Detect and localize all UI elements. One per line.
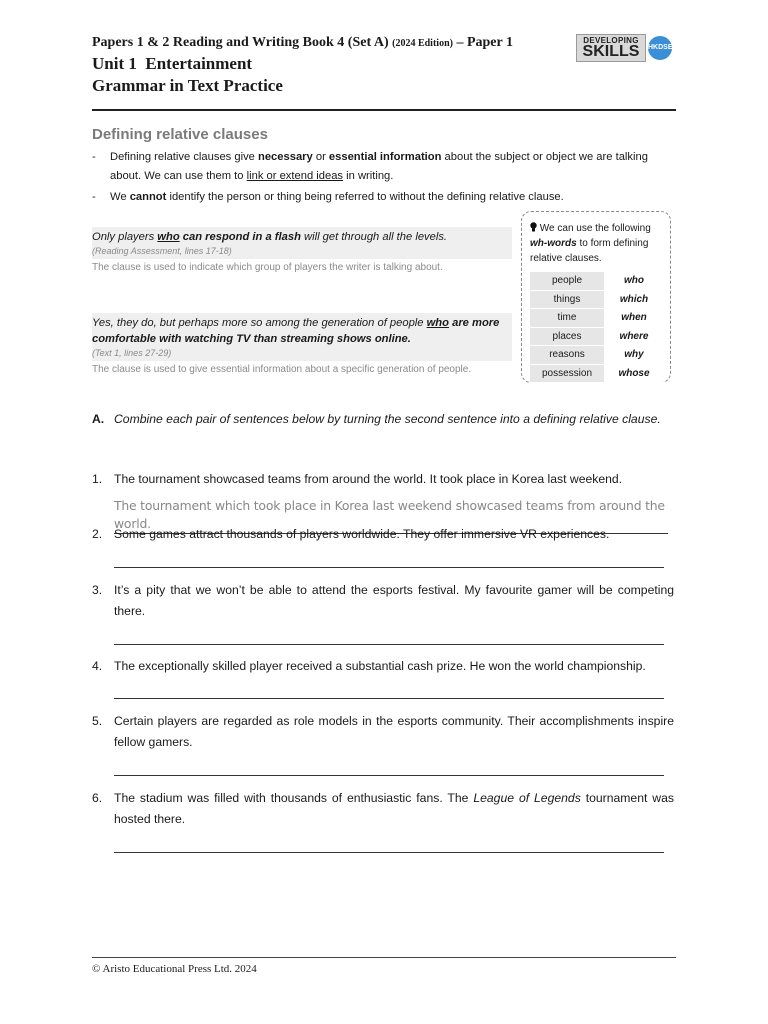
model-answer: The tournament which took place in Korea last weekend showcased teams from around the world. <box>114 497 668 534</box>
bullet-item <box>92 188 676 207</box>
question-number: 4. <box>92 659 103 673</box>
unit-title: Unit 1 Entertainment <box>92 54 253 73</box>
example-note: The clause is used to indicate which group of players the writer is talking about. <box>92 262 443 273</box>
question-5 <box>92 711 674 753</box>
question-6 <box>92 788 674 830</box>
exercise-label: A. <box>92 412 105 426</box>
example-text: Only players <box>92 231 158 243</box>
logo-box <box>576 34 646 62</box>
question-2 <box>92 524 674 545</box>
example-sentence <box>92 227 512 259</box>
bullet-underline: link or extend ideas <box>246 170 344 182</box>
wh-word-cell: where <box>604 327 664 346</box>
usage-cell: possession <box>530 364 604 383</box>
usage-cell: places <box>530 327 604 346</box>
example-note: The clause is used to give essential information about a specific generation of people. <box>92 364 472 375</box>
answer-line-3[interactable] <box>114 644 664 645</box>
question-text-part: tournament was hosted there. <box>114 791 674 826</box>
question-text: It’s a pity that we won’t be able to attend the esports festival. My favourite gamer will be competing there. <box>114 583 674 618</box>
developing-skills-logo <box>576 34 674 62</box>
table-row <box>530 327 664 346</box>
wh-word-cell: who <box>604 272 664 290</box>
logo-main-text: SKILLS <box>582 43 640 60</box>
question-text: Some games attract thousands of players worldwide. They offer immersive VR experiences. <box>114 527 610 541</box>
bullet-dash: - <box>92 151 96 163</box>
table-row <box>530 272 664 290</box>
table-row <box>530 364 664 383</box>
bullet-bold: cannot <box>129 191 167 203</box>
relative-clause: can respond in a flash <box>182 231 301 243</box>
exercise-instruction <box>92 410 676 429</box>
question-text <box>92 788 674 830</box>
page-subtitle: Grammar in Text Practice <box>92 76 283 95</box>
example-source: (Reading Assessment, lines 17-18) <box>92 246 232 256</box>
question-number: 6. <box>92 791 103 805</box>
copyright-footer: © Aristo Educational Press Ltd. 2024 <box>92 963 257 975</box>
footer-divider <box>92 957 676 958</box>
bullet-text: identify the person or thing being referred to without the defining relative clause. <box>166 191 564 203</box>
answer-line-6[interactable] <box>114 852 664 853</box>
wh-word-cell: which <box>604 290 664 309</box>
bullet-text: in writing. <box>343 170 394 182</box>
usage-cell: time <box>530 309 604 328</box>
example-text: will get through all the levels. <box>300 231 448 243</box>
wh-words-table <box>530 272 664 383</box>
question-1 <box>92 469 674 490</box>
header-divider <box>92 109 676 111</box>
instruction-text: Combine each pair of sentences below by turning the second sentence into a defining relative clause. <box>114 412 661 426</box>
question-text: Certain players are regarded as role models in the esports community. Their accomplishments inspire fellow gamers. <box>114 714 674 749</box>
table-row <box>530 346 664 365</box>
bullet-bold: essential information <box>328 151 442 163</box>
usage-cell: people <box>530 272 604 290</box>
question-number: 2. <box>92 527 103 541</box>
bullet-text: or <box>312 151 329 163</box>
intro-bold: wh-words <box>530 238 577 249</box>
relative-pronoun: who <box>157 231 180 243</box>
example-2 <box>92 313 512 377</box>
table-row <box>530 309 664 328</box>
edition: (2024 Edition) <box>392 38 453 49</box>
logo-top-text: DEVELOPING <box>583 36 639 45</box>
usage-cell: things <box>530 290 604 309</box>
question-4 <box>92 656 674 677</box>
wh-word-cell: whose <box>604 364 664 383</box>
usage-cell: reasons <box>530 346 604 365</box>
lightbulb-icon <box>530 222 537 232</box>
example-text: Yes, they do, but perhaps more so among the generation of people <box>92 317 427 329</box>
bullet-bold: necessary <box>258 151 313 163</box>
intro-text: to form defining relative clauses. <box>530 238 649 264</box>
bullet-item <box>92 148 676 186</box>
relative-clause: are more comfortable with watching TV than streaming shows online. <box>92 317 500 345</box>
book-title: Papers 1 & 2 Reading and Writing Book 4 (Set A) <box>92 35 389 50</box>
bullet-dash: - <box>92 191 96 203</box>
question-number: 5. <box>92 714 103 728</box>
question-3 <box>92 580 674 622</box>
wh-word-cell: when <box>604 309 664 328</box>
example-source: (Text 1, lines 27-29) <box>92 348 172 358</box>
table-row <box>530 290 664 309</box>
wh-words-box <box>521 211 671 383</box>
question-text: The tournament showcased teams from around the world. It took place in Korea last weekend. <box>114 472 623 486</box>
example-sentence <box>92 313 512 361</box>
question-text-part: The stadium was filled with thousands of enthusiastic fans. The <box>114 791 474 805</box>
question-number: 3. <box>92 583 103 597</box>
bullet-text: Defining relative clauses give <box>110 151 258 163</box>
intro-text: We can use the following <box>539 223 651 234</box>
hkdse-badge-icon: HKDSE <box>648 36 672 60</box>
wh-word-cell: why <box>604 346 664 365</box>
example-1 <box>92 227 512 275</box>
bullet-text: about the subject or object we are talking about. We can use them to <box>110 151 648 182</box>
bullet-text: We <box>110 191 130 203</box>
wh-words-intro <box>530 221 668 266</box>
paper-label: – Paper 1 <box>456 35 513 50</box>
answer-line-5[interactable] <box>114 775 664 776</box>
answer-line-4[interactable] <box>114 698 664 699</box>
question-number: 1. <box>92 472 103 486</box>
question-title-italic: League of Legends <box>473 791 581 805</box>
question-text: The exceptionally skilled player received a substantial cash prize. He won the world championship. <box>114 659 646 673</box>
answer-line-2[interactable] <box>114 567 664 568</box>
explanation-bullets <box>92 148 676 207</box>
relative-pronoun: who <box>426 317 449 329</box>
section-title: Defining relative clauses <box>92 126 268 143</box>
